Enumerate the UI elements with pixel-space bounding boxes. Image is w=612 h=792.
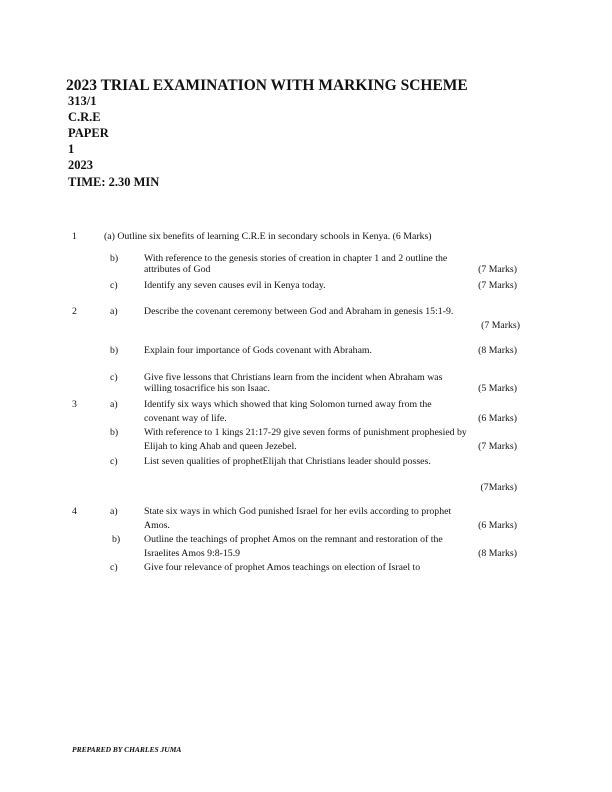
part-letter: b) [110,345,119,356]
subject: C.R.E [68,110,101,124]
question-text: Give five lessons that Christians learn from the incident when Abraham was [144,372,443,383]
time-allowed: TIME: 2.30 MIN [68,175,160,189]
question-text: (a) Outline six benefits of learning C.R.E in secondary schools in Kenya. (6 Marks) [104,231,432,242]
part-letter: a) [110,399,118,410]
marks: (6 Marks) [478,520,517,531]
paper-number: 1 [68,142,75,156]
question-text: List seven qualities of prophetElijah that Christians leader should posses. [144,456,431,467]
question-number: 1 [72,231,77,242]
question-text: Describe the covenant ceremony between God and Abraham in genesis 15:1-9. [144,306,454,317]
marks: (7Marks) [480,482,517,493]
question-text: Explain four importance of Gods covenant with Abraham. [144,345,372,356]
question-number: 4 [72,506,77,517]
question-text: With reference to the genesis stories of creation in chapter 1 and 2 outline the [144,253,448,264]
marks: (8 Marks) [478,548,517,559]
part-letter: b) [110,253,119,264]
marks: (8 Marks) [478,345,517,356]
paper-label: PAPER [68,126,109,140]
question-text: Amos. [144,520,170,531]
question-text: Israelites Amos 9:8-15.9 [144,548,241,559]
question-text: covenant way of life. [144,413,227,424]
marks: (6 Marks) [478,413,517,424]
question-number: 2 [72,306,77,317]
marks: (7 Marks) [478,280,517,291]
question-text: Identify six ways which showed that king Solomon turned away from the [144,399,432,410]
part-letter: c) [110,562,118,573]
part-letter: b) [112,534,121,545]
marks: (5 Marks) [478,383,517,394]
question-text: Outline the teachings of prophet Amos on the remnant and restoration of the [144,534,443,545]
question-text: State six ways in which God punished Israel for her evils according to prophet [144,506,452,517]
part-letter: c) [110,456,118,467]
year: 2023 [68,158,93,172]
question-number: 3 [72,399,77,410]
question-text: Identify any seven causes evil in Kenya today. [144,280,326,291]
question-text: With reference to 1 kings 21:17-29 give seven forms of punishment prophesied by [144,427,467,438]
part-letter: a) [110,306,118,317]
marks: (7 Marks) [478,441,517,452]
part-letter: b) [110,427,119,438]
marks: (7 Marks) [481,320,520,331]
paper-code: 313/1 [68,94,97,108]
question-text: willing tosacrifice his son Isaac. [144,383,270,394]
question-text: Elijah to king Ahab and queen Jezebel. [144,441,297,452]
part-letter: c) [110,372,118,383]
exam-title: 2023 TRIAL EXAMINATION WITH MARKING SCHEME [66,77,468,94]
part-letter: c) [110,280,118,291]
question-text: attributes of God [144,264,211,275]
question-text: Give four relevance of prophet Amos teachings on election of Israel to [144,562,421,573]
marks: (7 Marks) [478,264,517,275]
footer-prepared-by: PREPARED BY CHARLES JUMA [72,745,182,754]
part-letter: a) [110,506,118,517]
